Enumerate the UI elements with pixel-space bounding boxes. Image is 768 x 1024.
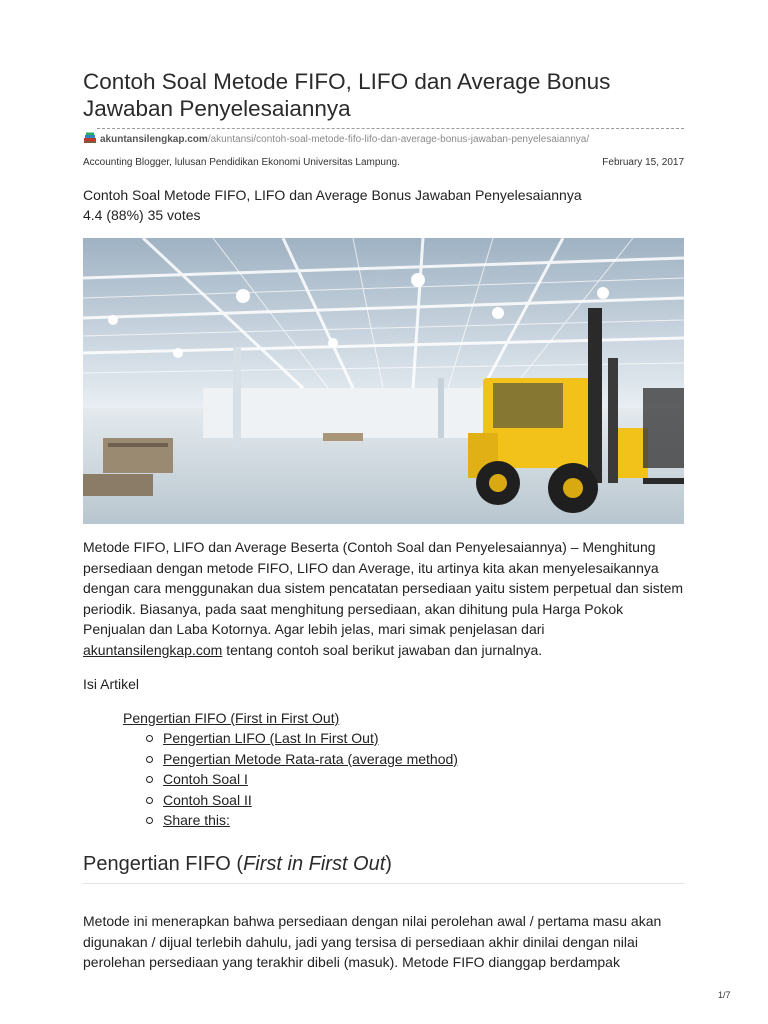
intro-site-link[interactable]: akuntansilengkap.com (83, 641, 223, 658)
rating-text: 4.4 (88%) 35 votes (83, 207, 201, 223)
toc-link-pengertian-fifo[interactable]: Pengertian FIFO (First in First Out) (123, 710, 340, 726)
section-divider (83, 883, 684, 884)
article-subtitle: Contoh Soal Metode FIFO, LIFO dan Average Bonus Jawaban Penyelesaiannya (83, 187, 582, 203)
fifo-paragraph: Metode ini menerapkan bahwa persediaan dengan nilai perolehan awal / pertama masu akan digunakan / dijual terlebih dahulu, jadi yang tersisa di persediaan akhir dinilai dengan nilai perolehan persediaan yang terakhir dibeli (masuk). Metode FIFO dianggap berdampak (83, 913, 662, 971)
intro-text-end: tentang contoh soal berikut jawaban dan jurnalnya. (222, 641, 543, 658)
page-number: 1/7 (718, 990, 731, 1000)
warehouse-forklift-image (83, 238, 684, 524)
article-title: Contoh Soal Metode FIFO, LIFO dan Average Bonus Jawaban Penyelesaiannya (83, 69, 611, 121)
source-url[interactable] (83, 132, 684, 146)
section-heading-fifo (83, 851, 392, 877)
toc-item (163, 810, 458, 831)
intro-text: Metode FIFO, LIFO dan Average Beserta (Contoh Soal dan Penyelesaiannya) – Menghitung persediaan dengan metode FIFO, LIFO dan Average, itu artinya kita akan menyelesaikannya dengan cara menggunakan dua sistem pencatatan persediaan yaitu sistem perpetual dan sistem periodik. Biasanya, pada saat menghitung persediaan, akan dihitung pula Harga Pokok Penjualan dan Laba Kotornya. Agar lebih jelas, mari simak penjelasan dari (83, 539, 684, 638)
toc-item (163, 769, 458, 790)
toc-link-lifo[interactable]: Pengertian LIFO (Last In First Out) (163, 730, 379, 746)
bullet-icon (146, 735, 153, 742)
source-divider (97, 128, 684, 129)
toc-main-link-wrap (123, 708, 339, 728)
toc-link-contoh-soal-2[interactable]: Contoh Soal II (163, 791, 252, 808)
toc-link-average[interactable]: Pengertian Metode Rata-rata (average method) (163, 750, 458, 767)
section-heading-suffix: ) (385, 853, 392, 875)
source-path[interactable]: /akuntansi/contoh-soal-metode-fifo-lifo-dan-average-bonus-jawaban-penyelesaiannya/ (207, 134, 590, 145)
toc-link-share[interactable]: Share this: (163, 812, 230, 828)
publish-date: February 15, 2017 (602, 157, 684, 168)
toc-heading: Isi Artikel (83, 676, 140, 692)
bullet-icon (146, 776, 153, 783)
toc-link-contoh-soal-1[interactable]: Contoh Soal I (163, 771, 248, 787)
section-heading-prefix: Pengertian FIFO ( (83, 853, 244, 875)
source-domain[interactable]: akuntansilengkap.com (100, 134, 208, 145)
bullet-icon (146, 797, 153, 804)
section-heading-italic: First in First Out (243, 853, 386, 875)
intro-paragraph (83, 537, 684, 661)
toc-item (163, 790, 458, 811)
bullet-icon (146, 756, 153, 763)
author-line: Accounting Blogger, lulusan Pendidikan Ekonomi Universitas Lampung. (83, 157, 400, 168)
toc-item (163, 728, 458, 749)
meta-row (83, 157, 684, 168)
toc-list (163, 728, 458, 831)
toc-item (163, 749, 458, 770)
bullet-icon (146, 817, 153, 824)
books-icon (83, 132, 97, 144)
